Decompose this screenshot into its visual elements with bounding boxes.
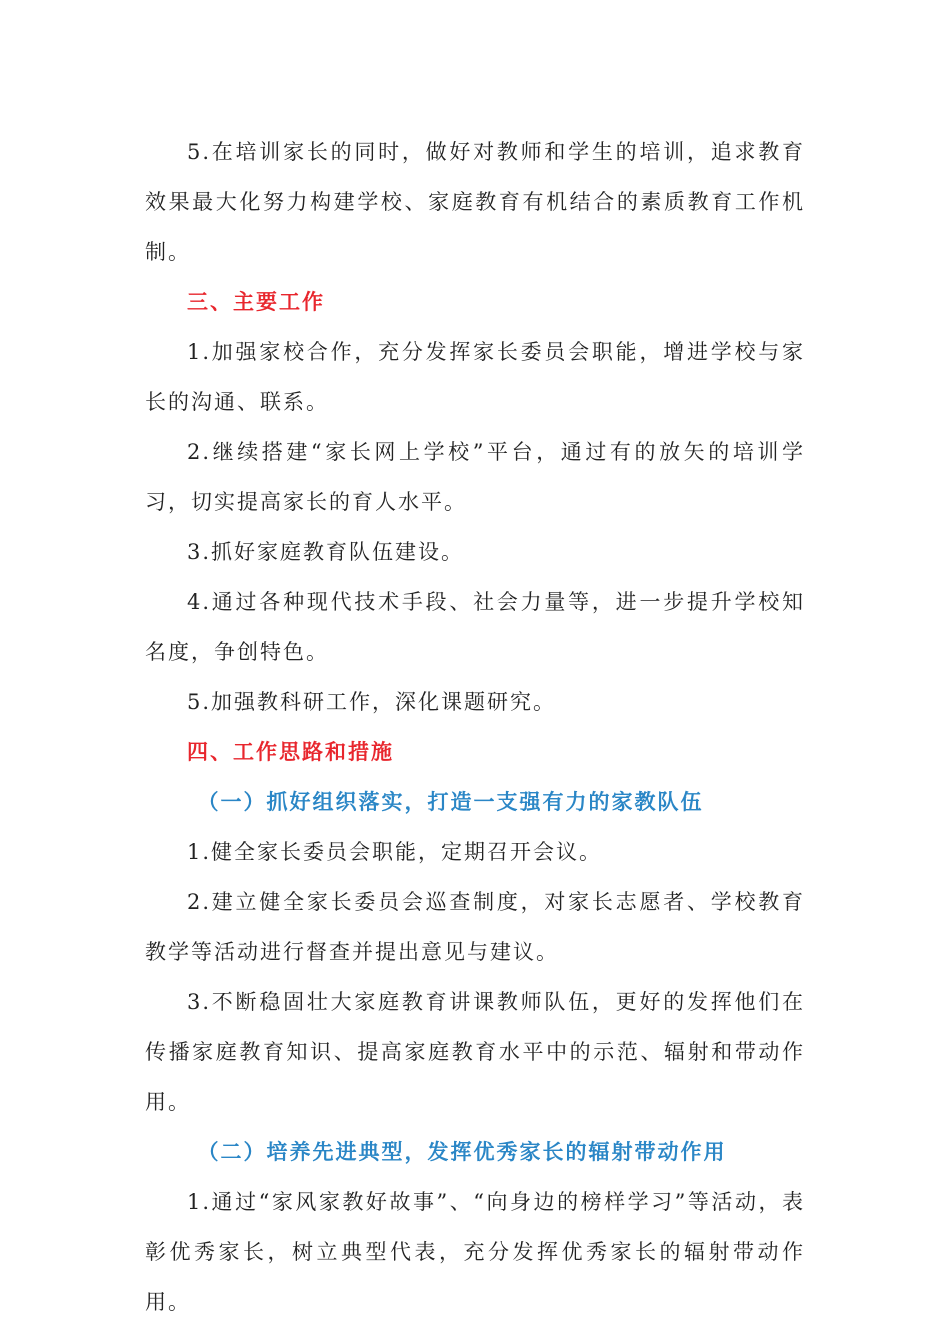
paragraph-home-school-cooperation: 1.加强家校合作，充分发挥家长委员会职能，增进学校与家长的沟通、联系。 [145, 340, 805, 414]
paragraph-committee-functions: 1.健全家长委员会职能，定期召开会议。 [187, 840, 603, 864]
paragraph-research-work: 5.加强教科研工作，深化课题研究。 [187, 690, 557, 714]
section-heading-ideas-measures: 四、工作思路和措施 [187, 739, 394, 764]
paragraph-online-parent-school: 2.继续搭建“家长网上学校”平台，通过有的放矢的培训学习，切实提高家长的育人水平。 [145, 440, 805, 514]
section-heading-main-work: 三、主要工作 [187, 289, 325, 314]
paragraph-school-reputation: 4.通过各种现代技术手段、社会力量等，进一步提升学校知名度，争创特色。 [145, 590, 805, 664]
paragraph-teacher-training: 5.在培训家长的同时，做好对教师和学生的培训，追求教育效果最大化努力构建学校、家庭教育有机结合的素质教育工作机制。 [145, 140, 805, 264]
subsection-heading-organization: （一）抓好组织落实，打造一支强有力的家教队伍 [197, 789, 704, 814]
document-body [145, 127, 805, 1327]
subsection-heading-role-models: （二）培养先进典型，发挥优秀家长的辐射带动作用 [197, 1139, 727, 1164]
paragraph-lecturer-team: 3.不断稳固壮大家庭教育讲课教师队伍，更好的发挥他们在传播家庭教育知识、提高家庭教育水平中的示范、辐射和带动作用。 [145, 990, 805, 1114]
paragraph-family-stories: 1.通过“家风家教好故事”、“向身边的榜样学习”等活动，表彰优秀家长，树立典型代表，充分发挥优秀家长的辐射带动作用。 [145, 1190, 805, 1314]
paragraph-family-education-team: 3.抓好家庭教育队伍建设。 [187, 540, 465, 564]
paragraph-inspection-system: 2.建立健全家长委员会巡查制度，对家长志愿者、学校教育教学等活动进行督查并提出意见与建议。 [145, 890, 805, 964]
